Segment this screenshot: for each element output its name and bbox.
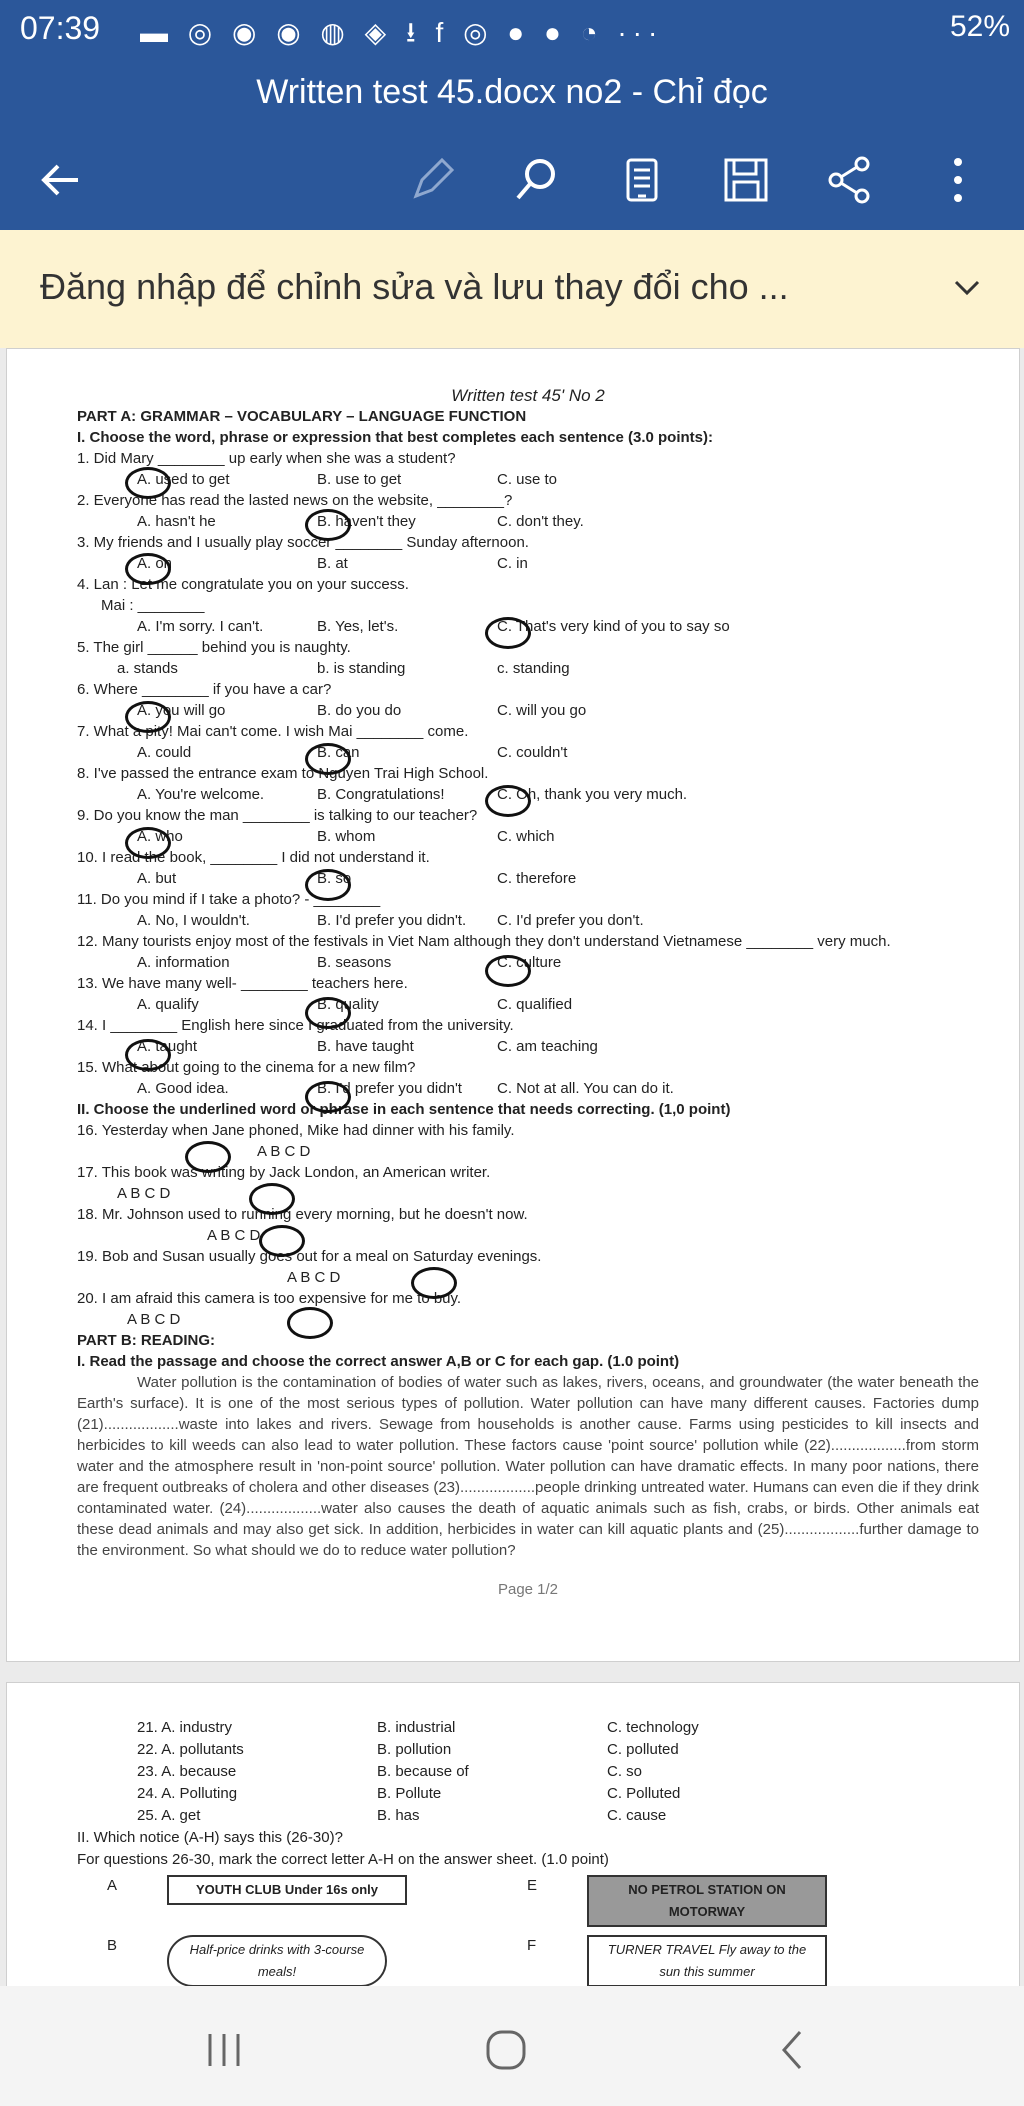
chevron-down-icon[interactable] xyxy=(950,270,984,304)
answer-circle-mark xyxy=(125,701,171,733)
answer-row: A. you will go B. do you do C. will you go xyxy=(137,702,587,719)
answer-circle-mark xyxy=(125,553,171,585)
answer-row: A. No, I wouldn't. B. I'd prefer you didn't. C. I'd prefer you don't. xyxy=(137,912,644,929)
reading-passage: Water pollution is the contamination of bodies of water such as lakes, rivers, oceans, and groundwater (the water beneath the Earth's surface). It is one of the most serious types of pollution. Water pollution can have many different causes. Factories dump (21)..................waste into lakes and rivers. Sewage from households is another cause. Farms using pesticides to kill insects and herbicides to kill weeds can also lead to water pollution. These factors cause 'point source' pollution while (22)..................from storm water and the atmosphere result in 'non-point source' pollution. Water pollution can have dramatic effects. In many poor nations, there are frequent outbreaks of cholera and other diseases (23)..................people drinking untreated water. Humans can even die if they drink contaminated water. (24)..................water also causes the death of aquatic animals such as fish, crabs, or birds. Other animals eat these dead animals and may also get sick. In addition, herbicides in water can kill aquatic plants and (25)..................further damage to the environment. So what should we do to reduce water pollution? xyxy=(77,1374,979,1559)
search-icon[interactable] xyxy=(508,152,564,208)
answer-row: A. hasn't he B. haven't they C. don't they. xyxy=(137,513,584,530)
question: 18. Mr. Johnson used to running every morning, but he doesn't now. xyxy=(77,1206,528,1223)
answer-circle-mark xyxy=(485,617,531,649)
answer-row: A. information B. seasons C. culture xyxy=(137,954,562,971)
answer-row: 22. A. pollutants B. pollution C. polluted xyxy=(137,1741,679,1758)
question: 15. What about going to the cinema for a new film? xyxy=(77,1059,416,1076)
answer-row: 21. A. industry B. industrial C. technology xyxy=(137,1719,699,1736)
status-time: 07:39 xyxy=(20,10,101,46)
notice-row: A YOUTH CLUB Under 16s only E NO PETROL STATION ON MOTORWAY xyxy=(77,1875,979,1927)
part-b-heading: PART B: READING: xyxy=(77,1332,216,1349)
reading-view-icon[interactable] xyxy=(614,152,670,208)
answer-row: 25. A. get B. has C. cause xyxy=(137,1807,667,1824)
answer-row: a. stands b. is standing c. standing xyxy=(117,660,570,677)
abcd-labels: A B C D xyxy=(257,1143,311,1160)
answer-row: A. who B. whom C. which xyxy=(137,828,555,845)
answer-circle-mark xyxy=(485,955,531,987)
question: 2. Everyone has read the lasted news on the website, ________? xyxy=(77,492,513,509)
question: Mai : ________ xyxy=(101,597,205,614)
answer-circle-mark xyxy=(305,509,351,541)
battery-level: 52% xyxy=(949,10,1010,43)
answer-circle-mark xyxy=(485,785,531,817)
answer-circle-mark xyxy=(249,1183,295,1215)
answer-circle-mark xyxy=(185,1141,231,1173)
part-a-heading: PART A: GRAMMAR – VOCABULARY – LANGUAGE FUNCTION xyxy=(77,408,527,425)
recent-apps-icon[interactable] xyxy=(200,2026,248,2074)
question: 11. Do you mind if I take a photo? - ________ xyxy=(77,891,381,908)
reading-2-instructions: For questions 26-30, mark the correct letter A-H on the answer sheet. (1.0 point) xyxy=(77,1851,609,1868)
answer-circle-mark xyxy=(305,1081,351,1113)
back-icon[interactable] xyxy=(770,2026,818,2074)
question: 4. Lan : Let me congratulate you on your success. xyxy=(77,576,409,593)
section-2-heading: II. Choose the underlined word or phrase in each sentence that needs correcting. (1,0 point) xyxy=(77,1101,731,1118)
answer-circle-mark xyxy=(305,997,351,1029)
section-1-heading: I. Choose the word, phrase or expression that best completes each sentence (3.0 points): xyxy=(77,429,713,446)
reading-1-heading: I. Read the passage and choose the correct answer A,B or C for each gap. (1.0 point) xyxy=(77,1353,680,1370)
answer-circle-mark xyxy=(287,1307,333,1339)
abcd-labels: A B C D xyxy=(207,1227,261,1244)
share-icon[interactable] xyxy=(822,152,878,208)
page-number: Page 1/2 xyxy=(497,1581,559,1598)
status-bar xyxy=(0,0,1024,62)
home-icon[interactable] xyxy=(482,2026,530,2074)
question: 6. Where ________ if you have a car? xyxy=(77,681,332,698)
question: 13. We have many well- ________ teachers here. xyxy=(77,975,408,992)
question: 20. I am afraid this camera is too expensive for me to buy. xyxy=(77,1290,462,1307)
question: 12. Many tourists enjoy most of the festivals in Viet Nam although they don't understand Vietnamese ________ very much. xyxy=(77,933,891,950)
document-title: Written test 45.docx no2 - Chỉ đọc xyxy=(0,62,1024,132)
abcd-labels: A B C D xyxy=(117,1185,171,1202)
notice-e: NO PETROL STATION ON MOTORWAY xyxy=(587,1875,827,1927)
answer-circle-mark xyxy=(125,827,171,859)
answer-circle-mark xyxy=(125,467,171,499)
question: 10. I read the book, ________ I did not understand it. xyxy=(77,849,430,866)
reading-2-heading: II. Which notice (A-H) says this (26-30)? xyxy=(77,1829,343,1846)
answer-circle-mark xyxy=(305,869,351,901)
answer-circle-mark xyxy=(305,743,351,775)
answer-row: A. qualify B. quality C. qualified xyxy=(137,996,573,1013)
answer-circle-mark xyxy=(411,1267,457,1299)
answer-circle-mark xyxy=(259,1225,305,1257)
question: 5. The girl ______ behind you is naughty. xyxy=(77,639,351,656)
document-page-2 xyxy=(6,1682,1020,1988)
answer-row: 24. A. Polluting B. Pollute C. Polluted xyxy=(137,1785,681,1802)
question: 3. My friends and I usually play soccer ________ Sunday afternoon. xyxy=(77,534,529,551)
sign-in-banner[interactable] xyxy=(0,230,1024,348)
save-icon[interactable] xyxy=(718,152,774,208)
answer-circle-mark xyxy=(125,1039,171,1071)
notice-row: B Half-price drinks with 3-course meals! F TURNER TRAVEL Fly away to the sun this summer xyxy=(77,1935,979,1987)
banner-text: Đăng nhập để chỉnh sửa và lưu thay đổi cho ... xyxy=(40,266,789,307)
question: 7. What a pity! Mai can't come. I wish Mai ________ come. xyxy=(77,723,469,740)
system-navigation-bar xyxy=(0,1986,1024,2106)
notice-b: Half-price drinks with 3-course meals! xyxy=(167,1935,387,1987)
answer-row: A. could B. can C. couldn't xyxy=(137,744,568,761)
question: 1. Did Mary ________ up early when she was a student? xyxy=(77,450,456,467)
question: 9. Do you know the man ________ is talking to our teacher? xyxy=(77,807,478,824)
document-page-1 xyxy=(6,348,1020,1662)
answer-row: A. on B. at C. in xyxy=(137,555,528,572)
back-arrow-icon[interactable] xyxy=(32,152,88,208)
pencil-icon[interactable] xyxy=(404,152,460,208)
abcd-labels: A B C D xyxy=(287,1269,341,1286)
answer-row: A. I'm sorry. I can't. B. Yes, let's. C. That's very kind of you to say so xyxy=(137,618,730,635)
notice-a: YOUTH CLUB Under 16s only xyxy=(167,1875,407,1905)
more-options-icon[interactable] xyxy=(930,152,986,208)
answer-row: A. You're welcome. B. Congratulations! C. Oh, thank you very much. xyxy=(137,786,688,803)
question: 19. Bob and Susan usually goes out for a meal on Saturday evenings. xyxy=(77,1248,542,1265)
notification-icons: ▬ ◎ ◉ ◉ ◍ ◈ ⭳ f ◎ ● ● ◔ ··· xyxy=(140,17,664,48)
answer-row: A. used to get B. use to get C. use to xyxy=(137,471,558,488)
answer-row: A. Good idea. B. I'd prefer you didn't C. Not at all. You can do it. xyxy=(137,1080,674,1097)
doc-title: Written test 45' No 2 xyxy=(451,386,605,405)
question: 14. I ________ English here since I graduated from the university. xyxy=(77,1017,514,1034)
question: 17. This book was writing by Jack London, an American writer. xyxy=(77,1164,491,1181)
abcd-labels: A B C D xyxy=(127,1311,181,1328)
notice-f: TURNER TRAVEL Fly away to the sun this summer xyxy=(587,1935,827,1987)
question: 16. Yesterday when Jane phoned, Mike had dinner with his family. xyxy=(77,1122,515,1139)
answer-row: A. but B. so C. therefore xyxy=(137,870,577,887)
question: 8. I've passed the entrance exam to Nguyen Trai High School. xyxy=(77,765,489,782)
toolbar xyxy=(0,132,1024,230)
answer-row: 23. A. because B. because of C. so xyxy=(137,1763,643,1780)
answer-row: A. taught B. have taught C. am teaching xyxy=(137,1038,598,1055)
